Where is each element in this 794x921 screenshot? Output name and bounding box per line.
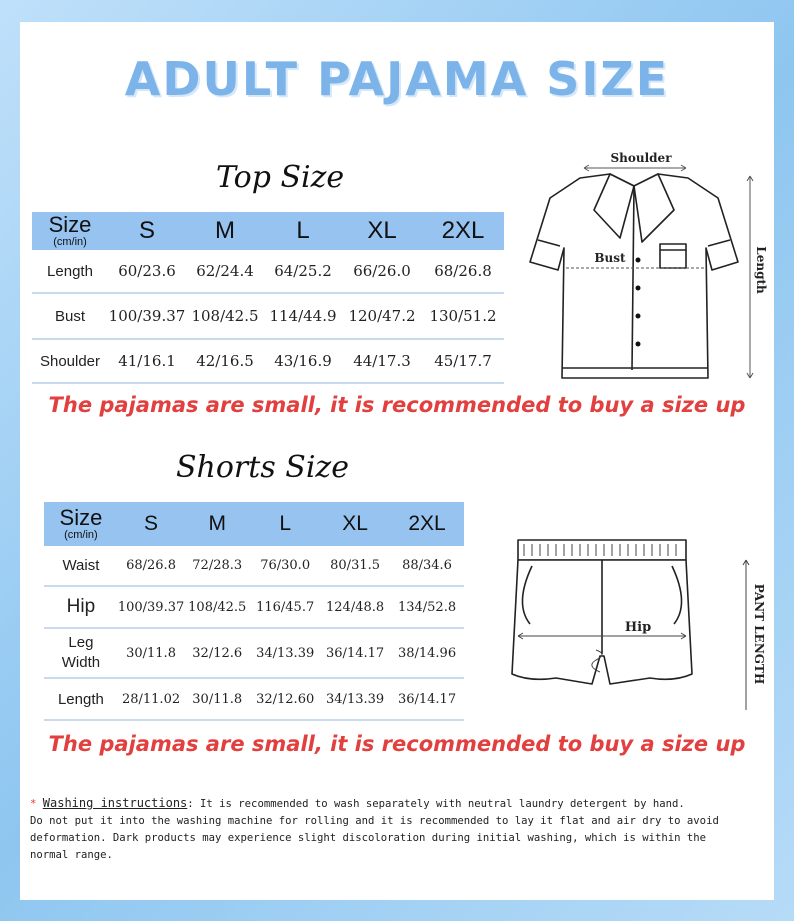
table-cell: 72/28.3 <box>184 546 250 586</box>
table-cell: 36/14.17 <box>320 628 390 678</box>
table-cell: 44/17.3 <box>342 339 422 383</box>
shorts-size-table <box>44 502 464 721</box>
washing-line-1 <box>30 795 770 813</box>
size-up-warning: The pajamas are small, it is recommended to buy a size up <box>48 393 746 417</box>
table-cell: 30/11.8 <box>184 678 250 720</box>
table-row <box>44 678 464 720</box>
table-cell: 100/39.37 <box>108 293 186 339</box>
washing-instructions <box>30 795 770 864</box>
table-cell: 34/13.39 <box>320 678 390 720</box>
table-cell: 108/42.5 <box>186 293 264 339</box>
shorts-diagram <box>510 534 766 710</box>
page-title: ADULT PAJAMA SIZE <box>124 52 670 106</box>
table-row <box>32 339 504 383</box>
bust-label: Bust <box>594 251 626 265</box>
row-label: Leg Width <box>44 628 118 678</box>
table-cell: 64/25.2 <box>264 250 342 293</box>
top-size-table <box>32 212 504 384</box>
shoulder-label: Shoulder <box>610 151 672 165</box>
shirt-diagram <box>520 150 768 386</box>
length-label: Length <box>754 246 768 294</box>
table-cell: 134/52.8 <box>390 586 464 628</box>
top-size-heading: Top Size <box>216 160 345 195</box>
table-cell: 100/39.37 <box>118 586 184 628</box>
table-cell: 116/45.7 <box>250 586 320 628</box>
size-header: Size (cm/in) <box>44 502 118 546</box>
shorts-header-row <box>44 502 464 546</box>
washing-line-2: Do not put it into the washing machine for rolling and it is recommended to lay it flat and air dry to avoid <box>30 815 719 827</box>
size-header: Size (cm/in) <box>32 212 108 250</box>
table-cell: 124/48.8 <box>320 586 390 628</box>
pant-length-label: PANT LENGTH <box>752 583 766 685</box>
washing-line-3: deformation. Dark products may experience slight discoloration during initial washing, which is within the <box>30 832 707 844</box>
size-xl-header: XL <box>320 502 390 546</box>
table-cell: 130/51.2 <box>422 293 504 339</box>
size-s-header: S <box>118 502 184 546</box>
table-cell: 108/42.5 <box>184 586 250 628</box>
size-l-header: L <box>264 212 342 250</box>
table-cell: 36/14.17 <box>390 678 464 720</box>
table-cell: 32/12.60 <box>250 678 320 720</box>
table-row <box>44 586 464 628</box>
table-cell: 60/23.6 <box>108 250 186 293</box>
washing-label: Washing instructions <box>42 796 188 810</box>
table-cell: 34/13.39 <box>250 628 320 678</box>
table-cell: 68/26.8 <box>422 250 504 293</box>
top-header-row <box>32 212 504 250</box>
table-cell: 30/11.8 <box>118 628 184 678</box>
table-cell: 76/30.0 <box>250 546 320 586</box>
table-cell: 43/16.9 <box>264 339 342 383</box>
size-m-header: M <box>184 502 250 546</box>
star-icon: * <box>30 798 37 810</box>
row-label: Hip <box>44 586 118 628</box>
table-row <box>32 250 504 293</box>
hip-label: Hip <box>624 620 652 635</box>
table-cell: 28/11.02 <box>118 678 184 720</box>
table-cell: 62/24.4 <box>186 250 264 293</box>
table-cell: 42/16.5 <box>186 339 264 383</box>
size-s-header: S <box>108 212 186 250</box>
size-l-header: L <box>250 502 320 546</box>
table-cell: 38/14.96 <box>390 628 464 678</box>
washing-text-1: : It is recommended to wash separately with neutral laundry detergent by hand. <box>187 798 685 810</box>
table-cell: 41/16.1 <box>108 339 186 383</box>
size-chart-card <box>20 22 774 900</box>
table-cell: 80/31.5 <box>320 546 390 586</box>
table-cell: 120/47.2 <box>342 293 422 339</box>
table-cell: 32/12.6 <box>184 628 250 678</box>
washing-line-4: normal range. <box>30 849 113 861</box>
size-xl-header: XL <box>342 212 422 250</box>
table-cell: 66/26.0 <box>342 250 422 293</box>
table-cell: 88/34.6 <box>390 546 464 586</box>
row-label: Bust <box>32 293 108 339</box>
table-row <box>32 293 504 339</box>
row-label: Waist <box>44 546 118 586</box>
size-up-warning-shorts: The pajamas are small, it is recommended to buy a size up <box>48 732 746 756</box>
shorts-size-heading: Shorts Size <box>176 450 349 485</box>
table-row <box>44 628 464 678</box>
table-cell: 68/26.8 <box>118 546 184 586</box>
size-2xl-header: 2XL <box>422 212 504 250</box>
table-row <box>44 546 464 586</box>
table-cell: 114/44.9 <box>264 293 342 339</box>
size-m-header: M <box>186 212 264 250</box>
table-cell: 45/17.7 <box>422 339 504 383</box>
size-2xl-header: 2XL <box>390 502 464 546</box>
row-label: Length <box>32 250 108 293</box>
row-label: Length <box>44 678 118 720</box>
row-label: Shoulder <box>32 339 108 383</box>
